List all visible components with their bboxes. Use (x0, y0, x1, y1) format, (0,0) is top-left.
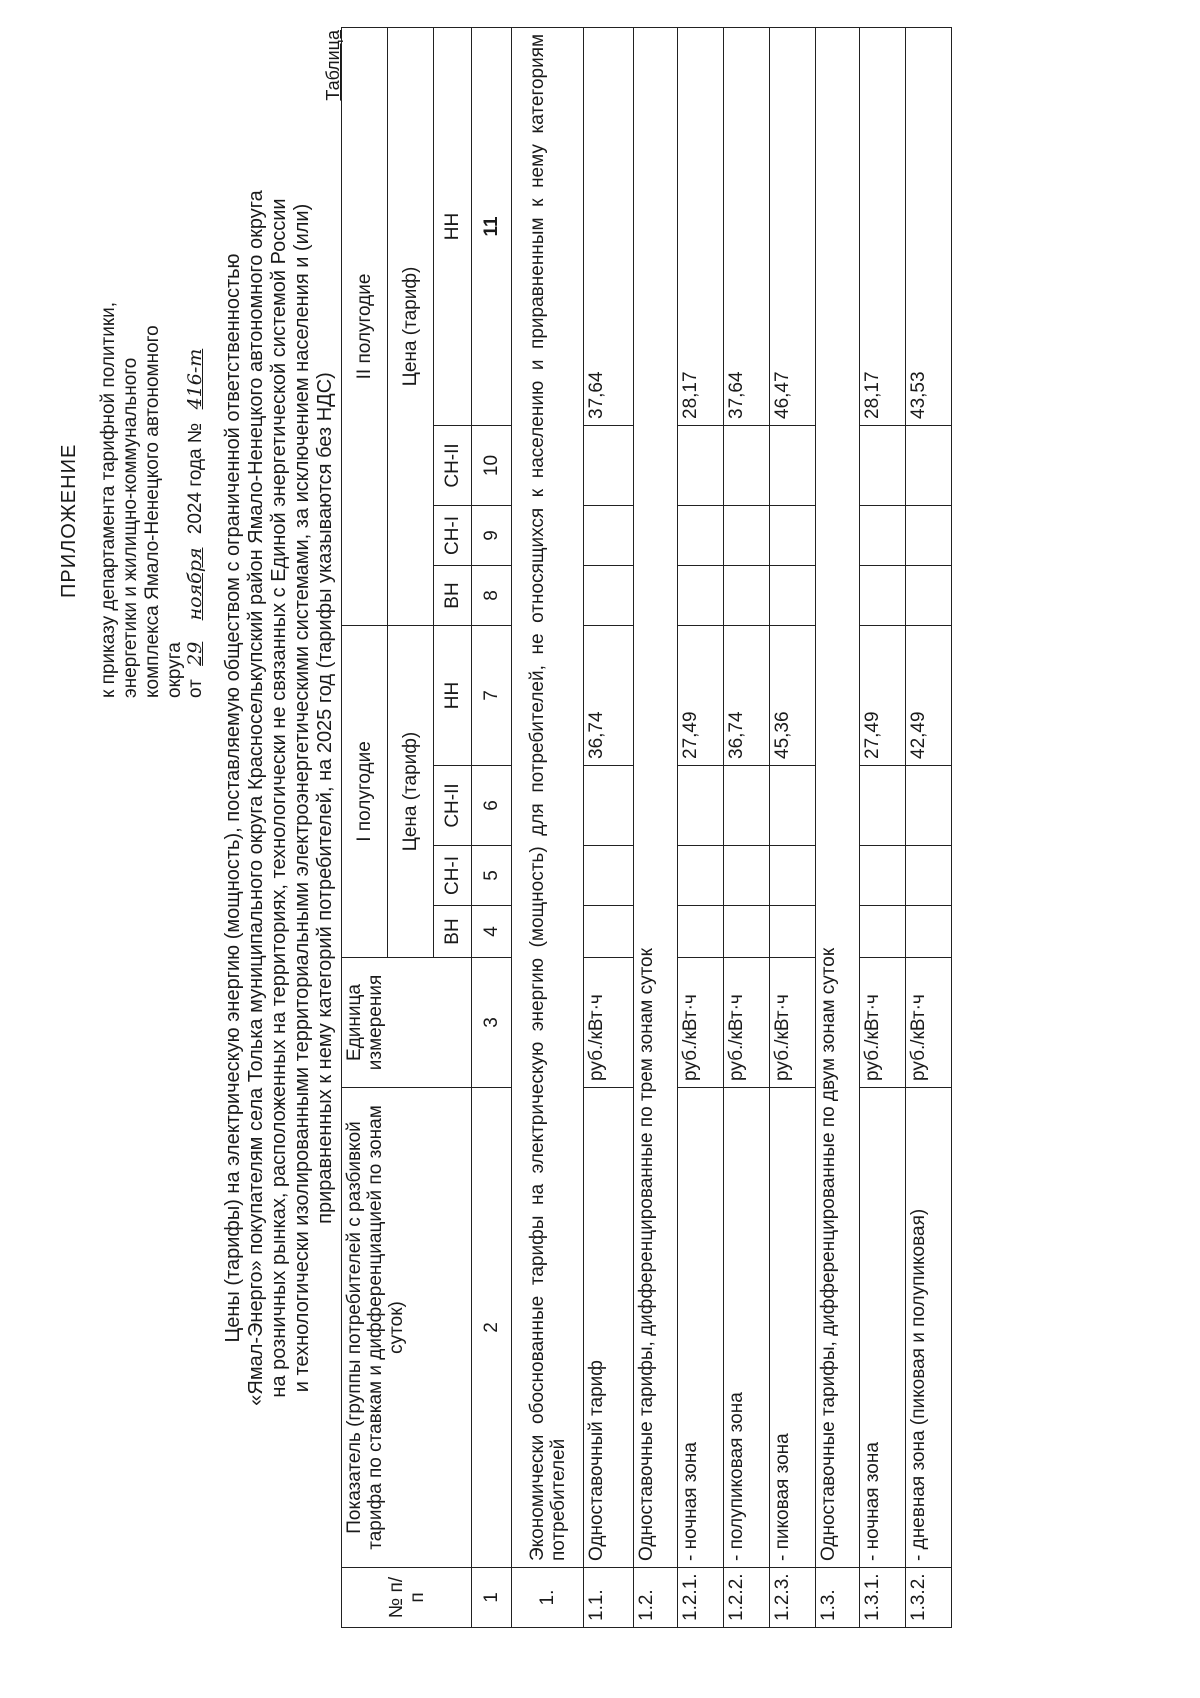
header-unit: Единица измерения (342, 958, 472, 1088)
value-half2-nn: 37,64 (724, 27, 770, 425)
cell-empty (906, 565, 952, 625)
order-number: 416-т (184, 348, 206, 410)
cell-empty (724, 846, 770, 906)
table-row-section (634, 27, 678, 1627)
cell-empty (860, 906, 906, 958)
row-indicator: Одноставочные тарифы, дифференцированные по трем зонам суток (634, 27, 678, 1567)
cell-empty (678, 505, 724, 565)
cell-empty (724, 425, 770, 505)
row-number: 1.2.2. (724, 1568, 770, 1628)
row-number: 1.2.1. (678, 1568, 724, 1628)
heading-line-3: на розничных рынках, расположенных на территориях, технологически не связанных с Единой энергетической системой России (268, 198, 290, 1398)
row-unit: руб./кВт·ч (906, 958, 952, 1088)
appendix-title: ПРИЛОЖЕНИЕ (58, 443, 80, 598)
cell-empty (584, 565, 634, 625)
value-half1-nn: 45,36 (770, 625, 816, 765)
heading-line-1: Цены (тарифы) на электрическую энергию (мощность), поставляемую обществом с ограниченной ответственностью (222, 253, 244, 1343)
value-half1-nn: 42,49 (906, 625, 952, 765)
cell-empty (770, 425, 816, 505)
row-indicator: - дневная зона (пиковая и полупиковая) (906, 1088, 952, 1568)
date-prefix: от (185, 679, 206, 698)
cell-empty (860, 425, 906, 505)
cell-empty (584, 846, 634, 906)
value-half2-nn: 37,64 (584, 27, 634, 425)
cell-empty (770, 766, 816, 846)
row-unit: руб./кВт·ч (584, 958, 634, 1088)
date-day: 29 (184, 641, 206, 666)
heading-line-4: и технологически изолированными территориальными электроэнергетическими системами, за исключением населения и (или) (291, 203, 313, 1393)
table-row-section (816, 27, 860, 1627)
colnum: 10 (472, 425, 512, 505)
row-unit: руб./кВт·ч (770, 958, 816, 1088)
appendix-line-2: энергетики и жилищно-коммунального (120, 357, 141, 698)
colnum: 11 (472, 27, 512, 425)
colnum: 3 (472, 958, 512, 1088)
cell-empty (724, 766, 770, 846)
row-number: 1.1. (584, 1568, 634, 1628)
cell-empty (860, 766, 906, 846)
tariff-table (341, 27, 952, 1628)
row-number: 1. (512, 1568, 584, 1628)
value-half1-nn: 27,49 (860, 625, 906, 765)
table-row (770, 27, 816, 1627)
table-row-section (512, 27, 584, 1627)
cell-empty (678, 846, 724, 906)
cell-empty (906, 766, 952, 846)
row-indicator: - пиковая зона (770, 1088, 816, 1568)
appendix-line-1: к приказу департамента тарифной политики, (98, 301, 119, 698)
header-price-1: Цена (тариф) (388, 625, 434, 957)
header-price-2: Цена (тариф) (388, 27, 434, 625)
level-sn1-2: СН-I (434, 505, 472, 565)
cell-empty (906, 906, 952, 958)
cell-empty (860, 565, 906, 625)
date-year: 2024 года № (185, 422, 206, 535)
value-half1-nn: 36,74 (724, 625, 770, 765)
heading-line-2: «Ямал-Энерго» покупателям села Толька муниципального округа Красноселькупский район Ямало-Ненецкого автономного округа (245, 190, 267, 1406)
row-number: 1.3. (816, 1568, 860, 1628)
appendix-date-line (184, 341, 207, 698)
header-indicator: Показатель (группы потребителей с разбивкой тарифа по ставкам и дифференциацией по зонам суток) (342, 1088, 472, 1568)
cell-empty (906, 505, 952, 565)
appendix-line-4: округа (164, 642, 185, 698)
table-row (584, 27, 634, 1627)
row-indicator: Одноставочный тариф (584, 1088, 634, 1568)
cell-empty (906, 846, 952, 906)
row-indicator: - полупиковая зона (724, 1088, 770, 1568)
cell-empty (724, 565, 770, 625)
colnum: 8 (472, 565, 512, 625)
appendix-line-3: комплекса Ямало-Ненецкого автономного (142, 325, 163, 698)
row-unit: руб./кВт·ч (678, 958, 724, 1088)
level-nn-2: НН (434, 27, 472, 425)
header-half-1: I полугодие (342, 625, 388, 957)
row-unit: руб./кВт·ч (724, 958, 770, 1088)
row-indicator: Экономически обоснованные тарифы на электрическую энергию (мощность) для потребителей, не относящихся к населению и приравненным к нему категориям потребителей (512, 27, 584, 1567)
cell-empty (678, 766, 724, 846)
row-number: 1.3.1. (860, 1568, 906, 1628)
level-sn2-2: СН-II (434, 425, 472, 505)
cell-empty (584, 425, 634, 505)
column-number-row (472, 27, 512, 1627)
cell-empty (770, 565, 816, 625)
cell-empty (584, 906, 634, 958)
cell-empty (770, 906, 816, 958)
header-number: № п/п (342, 1568, 472, 1628)
table-row (678, 27, 724, 1627)
cell-empty (584, 505, 634, 565)
cell-empty (724, 906, 770, 958)
row-number: 1.3.2. (906, 1568, 952, 1628)
colnum: 1 (472, 1568, 512, 1628)
colnum: 7 (472, 625, 512, 765)
header-row-1 (342, 27, 388, 1627)
table-label: Таблица (323, 30, 343, 101)
level-vn-2: ВН (434, 565, 472, 625)
row-indicator: - ночная зона (678, 1088, 724, 1568)
value-half2-nn: 43,53 (906, 27, 952, 425)
cell-empty (906, 425, 952, 505)
value-half2-nn: 28,17 (860, 27, 906, 425)
cell-empty (770, 505, 816, 565)
header-half-2: II полугодие (342, 27, 388, 625)
value-half2-nn: 28,17 (678, 27, 724, 425)
colnum: 4 (472, 906, 512, 958)
cell-empty (678, 906, 724, 958)
colnum: 2 (472, 1088, 512, 1568)
colnum: 6 (472, 766, 512, 846)
level-sn1-1: СН-I (434, 846, 472, 906)
document-heading (222, 38, 337, 1558)
row-number: 1.2.3. (770, 1568, 816, 1628)
row-indicator: Одноставочные тарифы, дифференцированные по двум зонам суток (816, 27, 860, 1567)
cell-empty (584, 766, 634, 846)
value-half2-nn: 46,47 (770, 27, 816, 425)
level-nn-1: НН (434, 625, 472, 765)
cell-empty (770, 846, 816, 906)
level-vn-1: ВН (434, 906, 472, 958)
value-half1-nn: 36,74 (584, 625, 634, 765)
cell-empty (860, 505, 906, 565)
cell-empty (678, 565, 724, 625)
value-half1-nn: 27,49 (678, 625, 724, 765)
colnum: 9 (472, 505, 512, 565)
table-row (724, 27, 770, 1627)
row-indicator: - ночная зона (860, 1088, 906, 1568)
date-month: ноября (184, 547, 206, 621)
row-unit: руб./кВт·ч (860, 958, 906, 1088)
table-row (906, 27, 952, 1627)
colnum: 5 (472, 846, 512, 906)
cell-empty (860, 846, 906, 906)
cell-empty (724, 505, 770, 565)
heading-line-5: приравненных к нему категорий потребителей, на 2025 год (тарифы указываются без НДС) (314, 372, 336, 1224)
cell-empty (678, 425, 724, 505)
level-sn2-1: СН-II (434, 766, 472, 846)
table-row (860, 27, 906, 1627)
row-number: 1.2. (634, 1568, 678, 1628)
